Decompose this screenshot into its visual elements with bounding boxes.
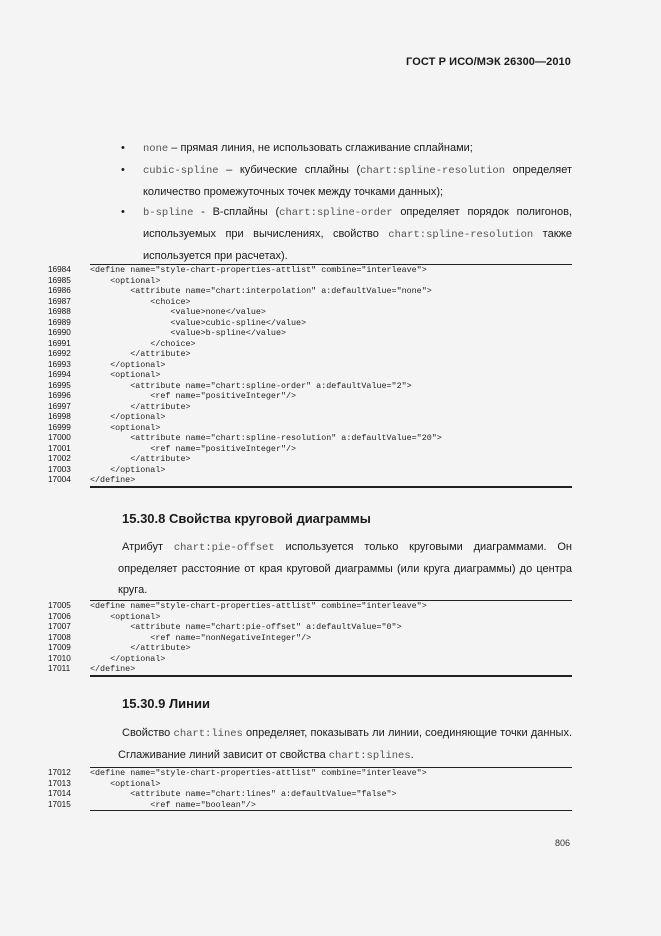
code-line: [48, 328, 572, 339]
page-number: 806: [554, 838, 570, 848]
line-number: 17007: [48, 622, 71, 631]
bullet-dot: •: [121, 163, 125, 176]
code-term: cubic-spline: [143, 164, 219, 177]
code-text: </choice>: [90, 338, 196, 349]
code-text: </define>: [90, 664, 136, 674]
code-text: <attribute name="chart:pie-offset" a:defaultValue="0">: [90, 622, 402, 632]
code-line: [48, 465, 572, 476]
line-number: 16994: [48, 370, 71, 379]
code-text: </attribute>: [90, 643, 191, 653]
line-number: 17005: [48, 601, 71, 610]
text: определяет, показывать ли линии, соединяющие точки данных. Сглаживание линий зависит от свойства: [118, 727, 572, 761]
code-text: <optional>: [90, 778, 161, 789]
line-number: 17002: [48, 454, 71, 463]
bullet-text: определяет количество промежуточных точек между точками данных);: [143, 163, 572, 198]
section-heading-lines: 15.30.9 Линии: [122, 696, 210, 711]
text: .: [410, 748, 414, 761]
code-line: [48, 381, 572, 392]
code-text: </attribute>: [90, 349, 191, 359]
code-line: [48, 444, 572, 455]
line-number: 16986: [48, 286, 71, 295]
code-line: [48, 349, 572, 360]
line-number: 17013: [48, 778, 71, 788]
code-line: [48, 643, 572, 654]
code-line: [48, 433, 572, 444]
code-rule-bottom: [90, 810, 572, 811]
bullet-text: определяет порядок полигонов, используемых при вычислениях, свойство: [143, 206, 572, 241]
bullet-dot: •: [121, 142, 125, 154]
bullet-text: – кубические сплайны (: [218, 163, 361, 176]
line-number: 16987: [48, 296, 71, 306]
code-term: chart:pie-offset: [173, 542, 275, 554]
bullet-text: – прямая линия, не использовать сглаживание сплайнами;: [168, 142, 473, 154]
code-line: [48, 402, 572, 413]
line-number: 16984: [48, 265, 71, 274]
line-number: 17009: [48, 643, 71, 652]
line-number: 16998: [48, 412, 71, 421]
code-listing-3: [48, 767, 572, 811]
code-line: [48, 391, 572, 402]
paragraph-pie-offset: [118, 537, 572, 600]
section-heading-pie: 15.30.8 Свойства круговой диаграммы: [122, 511, 371, 526]
code-term: b-spline: [143, 207, 194, 220]
code-line: [48, 664, 572, 675]
code-text: <value>b-spline</value>: [90, 328, 287, 338]
code-text: <optional>: [90, 422, 161, 433]
code-line: [48, 286, 572, 297]
code-text: <ref name="positiveInteger"/>: [90, 391, 297, 401]
code-line: [48, 297, 572, 308]
line-number: 17012: [48, 768, 71, 777]
code-text: <ref name="boolean"/>: [90, 799, 256, 810]
code-term: chart:spline-resolution: [360, 164, 506, 177]
bullet-text: - B-сплайны (: [193, 206, 280, 219]
code-line: [48, 339, 572, 350]
line-number: 16995: [48, 380, 71, 390]
code-rule-bottom: [90, 486, 572, 488]
text: Свойство: [122, 727, 174, 739]
line-number: 16996: [48, 391, 71, 400]
code-term: chart:splines: [328, 749, 411, 762]
bullet-item-b-spline: [118, 202, 572, 266]
code-text: <ref name="positiveInteger"/>: [90, 443, 297, 454]
code-text: <choice>: [90, 296, 191, 307]
code-line: [48, 454, 572, 465]
code-line: [48, 265, 572, 276]
bullet-item-none: [118, 138, 572, 160]
line-number: 16999: [48, 422, 71, 432]
line-number: 17010: [48, 653, 71, 663]
code-line: [48, 654, 572, 665]
code-text: </define>: [90, 475, 136, 485]
line-number: 16990: [48, 328, 71, 337]
code-line: [48, 360, 572, 371]
line-number: 17003: [48, 464, 71, 474]
line-number: 17000: [48, 433, 71, 442]
paragraph-lines: [118, 723, 572, 767]
line-number: 16997: [48, 401, 71, 411]
code-term: chart:spline-resolution: [388, 229, 534, 242]
bullet-list: [118, 138, 572, 267]
code-text: </optional>: [90, 464, 166, 475]
code-text: <ref name="nonNegativeInteger"/>: [90, 632, 312, 643]
code-line: [48, 612, 572, 623]
code-line: [48, 622, 572, 633]
code-text: <optional>: [90, 275, 161, 286]
code-text: <define name="style-chart-properties-attlist" combine="interleave">: [90, 601, 427, 611]
code-text: <define name="style-chart-properties-attlist" combine="interleave">: [90, 768, 427, 778]
code-line: [48, 423, 572, 434]
code-term: chart:spline-order: [279, 207, 393, 220]
code-line: [48, 307, 572, 318]
code-text: </optional>: [90, 653, 166, 664]
code-line: [48, 768, 572, 779]
code-line: [48, 412, 572, 423]
line-number: 17001: [48, 443, 71, 453]
code-term: chart:lines: [173, 728, 243, 740]
text: используется только круговыми диаграммами. Он определяет расстояние от края круговой диаграммы (или круга диаграммы) до центра круга.: [118, 541, 572, 596]
code-text: </attribute>: [90, 401, 191, 412]
code-line: [48, 633, 572, 644]
code-line: [48, 370, 572, 381]
code-text: <define name="style-chart-properties-attlist" combine="interleave">: [90, 265, 427, 275]
code-listing-2: [48, 600, 572, 677]
line-number: 16989: [48, 317, 71, 327]
code-line: [48, 800, 572, 811]
code-text: <optional>: [90, 611, 161, 622]
line-number: 16992: [48, 349, 71, 358]
code-text: <value>none</value>: [90, 307, 266, 317]
code-text: </optional>: [90, 412, 166, 422]
bullet-text: также используется при расчетах).: [143, 228, 572, 262]
code-term: none: [143, 143, 169, 155]
line-number: 16988: [48, 307, 71, 316]
code-line: [48, 276, 572, 287]
code-listing-1: [48, 264, 572, 488]
text: Атрибут: [122, 541, 174, 553]
line-number: 17011: [48, 664, 71, 673]
line-number: 16991: [48, 338, 71, 348]
code-text: </attribute>: [90, 454, 191, 464]
code-line: [48, 779, 572, 790]
code-text: <attribute name="chart:interpolation" a:defaultValue="none">: [90, 286, 432, 296]
code-text: <optional>: [90, 370, 161, 380]
code-text: <attribute name="chart:lines" a:defaultValue="false">: [90, 789, 397, 799]
code-text: <attribute name="chart:spline-resolution" a:defaultValue="20">: [90, 433, 442, 443]
line-number: 17004: [48, 475, 71, 484]
line-number: 17008: [48, 632, 71, 642]
code-text: </optional>: [90, 359, 166, 370]
line-number: 16985: [48, 275, 71, 285]
code-line: [48, 601, 572, 612]
code-line: [48, 318, 572, 329]
line-number: 17015: [48, 799, 71, 809]
line-number: 16993: [48, 359, 71, 369]
code-line: [48, 789, 572, 800]
code-line: [48, 475, 572, 486]
bullet-dot: •: [121, 206, 125, 219]
code-text: <value>cubic-spline</value>: [90, 317, 307, 328]
code-rule-bottom: [90, 675, 572, 677]
page-header: ГОСТ Р ИСО/МЭК 26300—2010: [406, 56, 571, 68]
line-number: 17014: [48, 789, 71, 798]
code-text: <attribute name="chart:spline-order" a:defaultValue="2">: [90, 380, 412, 391]
bullet-item-cubic-spline: [118, 160, 572, 203]
line-number: 17006: [48, 611, 71, 621]
